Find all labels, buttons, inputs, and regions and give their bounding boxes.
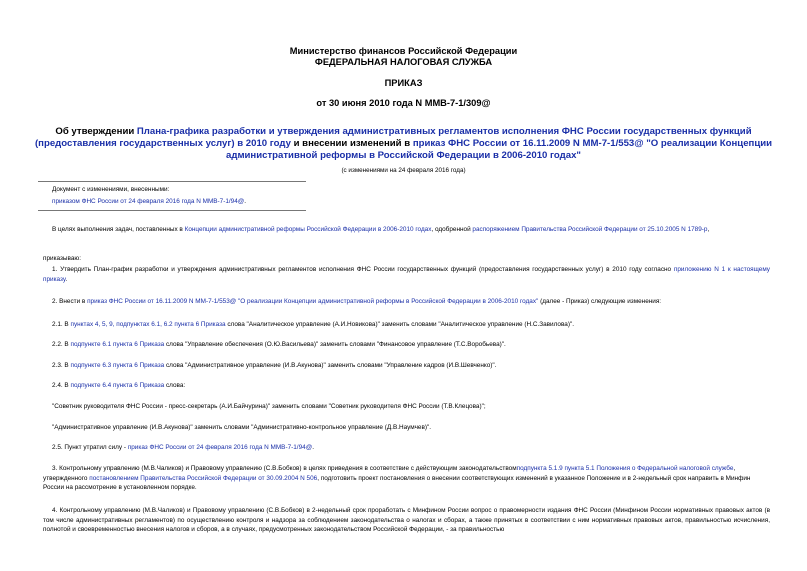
- item-3-link-regulation[interactable]: подпункта 5.1.9 пункта 5.1 Положения о Федеральной налоговой службе: [516, 465, 734, 472]
- ministry-name: Министерство финансов Российской Федерации: [289, 46, 518, 56]
- item-4: 4. Контрольному управлению (М.В.Чаликов) и Правовому управлению (С.В.Бобков) в 2-недельный срок проработать с Минфином России вопрос о правомерности издания ФНС России (Минфином России нормативных правовых актов (в том числе административных регламентов) по осуществлению контроля и надзора за соблюдением законодательства о налогах и сборах, а также принятых в соответствии с ним нормативных правовых актов, правильностью исчисления, полнотой и своевременностью внесения налогов и сборов, а в случаях, предусмотренных законодательством Российской Федерации, - за правильностью: [43, 507, 770, 533]
- item-2-link-order-553[interactable]: приказ ФНС России от 16.11.2009 N ММ-7-1/553@ "О реализации Концепции административной реформы в Российской Федерации в 2006-2010 годах": [87, 298, 539, 305]
- item-2: 2. Внести в приказ ФНС России от 16.11.2009 N ММ-7-1/553@ "О реализации Концепции административной реформы в Российской Федерации в 2006-2010 годах" (далее - Приказ) следующие изменения:: [52, 298, 662, 305]
- amendment-link[interactable]: приказом ФНС России от 24 февраля 2016 года N ММВ-7-1/94@: [52, 197, 245, 205]
- item-1-link-appendix[interactable]: приложению N 1 к настоящему приказу: [43, 266, 770, 283]
- document-type: ПРИКАЗ: [384, 78, 423, 88]
- intro-link-decree-1789[interactable]: распоряжением Правительства Российской Федерации от 25.10.2005 N 1789-р: [472, 226, 708, 233]
- amendment-note: Документ с изменениями, внесенными: приказом ФНС России от 24 февраля 2016 года N ММВ-7-1/94@.: [52, 185, 312, 206]
- item-2-3-link[interactable]: подпункте 6.3 пункта 6 Приказа: [70, 362, 165, 369]
- revision-note: (с изменениями на 24 февраля 2016 года): [341, 167, 466, 174]
- item-2-1: 2.1. В пунктах 4, 5, 9, подпунктах 6.1, 6.2 пункта 6 Приказа слова "Аналитическое управление (А.И.Новикова)" заменить словами "Аналитическое управление (Н.С.Завилова)".: [52, 321, 575, 328]
- item-1: 1. Утвердить План-график разработки и утверждения административных регламентов исполнения ФНС России государственных функций (предоставления государственных услуг) в 2010 году согласно приложению N 1 к настоящему приказу.: [43, 266, 770, 283]
- intro-paragraph: В целях выполнения задач, поставленных в Концепции административной реформы Российской Федерации в 2006-2010 годах, одобренной распоряжением Правительства Российской Федерации от 25.10.2005 N 1789-р,: [52, 226, 710, 233]
- divider-top: [38, 181, 306, 182]
- title-link-plan[interactable]: Плана-графика разработки и утверждения административных регламентов исполнения ФНС России государственных функций (предоставления государственных услуг) в 2010 году: [34, 126, 752, 149]
- item-2-4-a: "Советник руководителя ФНС России - пресс-секретарь (А.И.Байчурина)" заменить словами "Советник руководителя ФНС России (Т.В.Клецова)";: [52, 403, 486, 410]
- divider-bottom: [38, 210, 306, 211]
- item-2-5-link[interactable]: приказ ФНС России от 24 февраля 2016 года N ММВ-7-1/94@: [127, 444, 313, 451]
- title-text-2: и внесении изменений в: [290, 138, 413, 149]
- title-text-1: Об утверждении: [55, 126, 137, 137]
- item-2-2: 2.2. В подпункте 6.1 пункта 6 Приказа слова "Управление обеспечения (О.Ю.Васильева)" заменить словами "Финансовое управление (Т.С.Воробьева)".: [52, 341, 506, 348]
- item-2-1-link[interactable]: пунктах 4, 5, 9, подпунктах 6.1, 6.2 пункта 6 Приказа: [70, 321, 226, 328]
- service-name: ФЕДЕРАЛЬНАЯ НАЛОГОВАЯ СЛУЖБА: [314, 57, 493, 67]
- amendment-note-text: Документ с изменениями, внесенными:: [52, 186, 170, 193]
- title-link-order-553[interactable]: приказ ФНС России от 16.11.2009 N ММ-7-1/553@ "О реализации Концепции административной реформы в Российской Федерации в 2006-2010 годах": [226, 138, 773, 161]
- item-2-5: 2.5. Пункт утратил силу - приказ ФНС России от 24 февраля 2016 года N ММВ-7-1/94@.: [52, 444, 314, 451]
- item-3-link-decree-506[interactable]: постановлением Правительства Российской Федерации от 30.09.2004 N 506: [89, 474, 318, 482]
- order-word: приказываю:: [43, 255, 81, 262]
- document-title: [30, 126, 777, 162]
- intro-link-concept[interactable]: Концепции административной реформы Российской Федерации в 2006-2010 годах: [184, 226, 432, 233]
- item-2-2-link[interactable]: подпункте 6.1 пункта 6 Приказа: [70, 341, 165, 348]
- document-date-number: от 30 июня 2010 года N ММВ-7-1/309@: [316, 98, 491, 108]
- item-2-3: 2.3. В подпункте 6.3 пункта 6 Приказа слова "Административное управление (И.В.Акунова)" заменить словами "Управление кадров (И.В.Шевченко)".: [52, 362, 497, 369]
- item-3: 3. Контрольному управлению (М.В.Чаликов) и Правовому управлению (С.В.Бобков) в целях приведения в соответствие с действующим законодательствомподпункта 5.1.9 пункта 5.1 Положения о Федеральной налоговой службе, утвержденного постановлением Правительства Российской Федерации от 30.09.2004 N 506, подготовить проект постановления о внесении соответствующих изменений в указанное Положение и в 2-недельный срок направить в Минфин России на рассмотрение в установленном порядке.: [43, 465, 751, 491]
- item-2-4: 2.4. В подпункте 6.4 пункта 6 Приказа слова:: [52, 382, 186, 389]
- item-2-4-link[interactable]: подпункте 6.4 пункта 6 Приказа: [70, 382, 165, 389]
- item-2-4-b: "Административное управление (И.В.Акунова)" заменить словами "Административно-контрольное управление (Д.В.Наумчев)".: [52, 424, 432, 431]
